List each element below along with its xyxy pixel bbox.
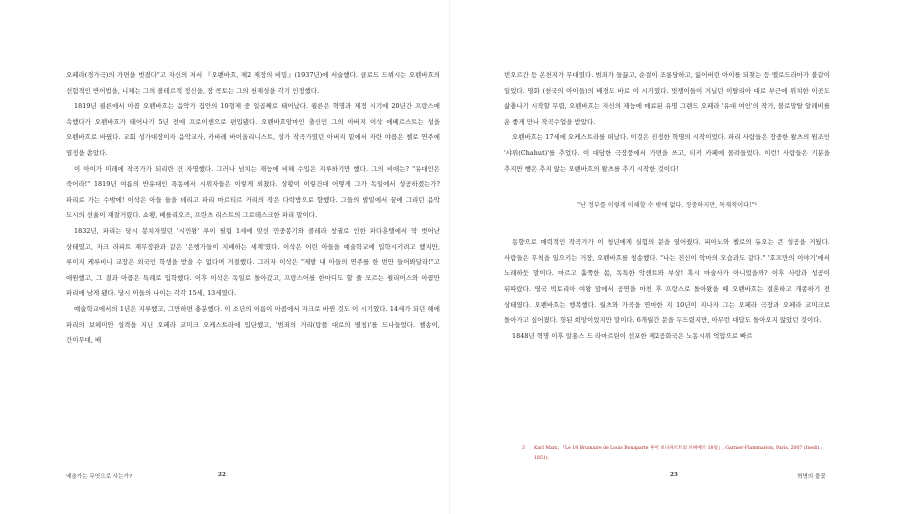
paragraph: 동향으로 매력적인 작곡가가 이 청년에게 실험의 문을 열어줬다. 피아노와 첼로의 듀오는 큰 성공을 거뒀다. 사람들은 무척을 일으키는 거장, 오펜바흐를 칭송했다. "나는 진신이 악마의 모습과도 같다." '호프만의 이야기'에서 노래하듯 말이다. 마르고 훌쭉한 몸, 독특한 악센트와 부상! 혹시 마술사가 아니었을까? 이후 사랑과 성공이 뒤따랐다. 영국 빅토리아 여왕 앞에서 공연을 마친 후 프랑스로 돌아왔을 때 오펜바흐는 결혼하고 개종하기 전 상태였다. 오펜바흐는 행복했다. 월츠와 가곡을 연마한 지 10년이 지나자 그는 오페라 극장과 오페라 코미크로 돌아가고 싶어졌다. 헛된 희망이었지만 말이다. 6개월간 문을 두드렸지만, 아무런 대답도 돌아오지 않았던 것이다. — [504, 238, 830, 325]
footnote-number: 3 — [522, 446, 525, 451]
page-number-left: 22 — [218, 472, 226, 478]
paragraph: 오펜바흐는 17세에 오케스트라를 떠났다. 이것은 진정한 혁명의 시작이었다. 파리 사람들은 장중한 왈츠의 원조인 '샤위(Chahut)'를 추었다. 이 대담한 극장풍에서 가면을 쓰고, 티키 카페에 몰려들었다. 이런! 사람들은 기분을 추지만 뺑은 추지 않는 오펜바흐의 왈츠를 추기 시작한 것이다! — [504, 133, 830, 173]
paragraph: 빈오르간 등 온천지가 무대였다. 범죄가 들끓고, 순결이 조롱당하고, 잃어버린 아이를 되찾는 등 멜로드라마가 불같이 일었다. 영화 (천국의 아이들)의 배경도 바로 이 시기였다. 멋쟁이들이 거닐던 이탈리아 대로 부근에 위치한 이곳도 삶충나기 시작할 무렵, 오펜바흐는 자신의 재능에 매료된 유명 그랜드 오페라 '유대 여인'의 작가, 볼로망탈 알레비를 운 좋게 만나 작곡수업을 받았다. — [504, 71, 830, 126]
paragraph: 이 아이가 미래에 작곡가가 되리란 건 자명했다. 그러나 넘치는 재능에 비해 수입은 지루하기만 했다. 그의 비애는? "유대인은 죽어라!" 1819년 여름의 반유대인 폭동에서 시위자들은 이렇게 외쳤다. 상황이 이렇건대 어떻게 그가 독일에서 성공하겠는가? 파리로 가는 수밖에! 이삭은 아들 둘을 데리고 파리 마르티르 거리의 작은 다락방으로 향했다. 그들의 발밑에서 꿈에 그리던 음악 도시의 선율이 재잘거렸다. 쇼팽, 베를리오즈, 프란츠 리스트의 그로테스크한 파리 말이다. — [66, 164, 440, 220]
running-head-chapter-title: 혁명의 물꽃 — [797, 474, 826, 480]
footnote — [522, 444, 830, 464]
footnote-text: Karl Marx, 『Le 18 Brumaire de Louis Bonaparte 루이 보나파르트의 브뤼메르 18일』, Garnier-Flammarion, Paris, 2007 (Inedit : 1851). — [534, 446, 823, 461]
running-head-book-title: 예술가는 무엇으로 사는가? — [66, 474, 132, 480]
gutter — [449, 0, 450, 514]
paragraph: 예술학교에서의 1년은 지루했고, 그만하면 충분했다. 이 소년의 이름이 아콥에서 자크로 바뀐 것도 이 시기였다. 14세가 되던 해에 파리의 보헤미안 성격을 지닌 오페라 코미크 오케스트라에 입단했고, '범죄의 거리(탕플 대로의 별칭)'를 드나들었다. 첼송이, 간이무대, 배 — [66, 304, 440, 345]
paragraph: 오페라(경가극)의 가면을 벗겼다"고 자신의 저서 『오펜바흐, 제2 제정의 비밀』(1937년)에 서술했다. 클로드 드뷔시는 오펜바흐의 선험적인 반어법을, 니체는 그의 볼테르적 정신을, 장 콕토는 그의 천재성을 각기 인정했다. — [66, 71, 440, 95]
paragraph: 1832년, 파리는 당시 봉치자였던 '시민왕' 루이 필립 1세에 맞선 민중봉기와 콜레라 창궐로 인한 파다훈텔에서 막 벗어난 상태였고, 자크 라피트 재무장관과 같은 '은행가들이 지배하는 세계'였다. 이삭은 어린 아들을 예술학교에 입학시키려고 했지만, 루이지 케루비니 교장은 외국인 학생을 받을 수 없다며 거절했다. 그러자 이삭은 "제발 내 아들의 연주를 한 번만 들어봐달라!"고 애원했고, 그 결과 아콥은 특례로 입학했다. 이후 이삭은 독일로 돌아갔고, 프랑스어를 한마디도 할 줄 모르는 쥘리어스와 아콥만 파리에 남게 됐다. 당시 이들의 나이는 각각 15세, 13세였다. — [66, 226, 440, 298]
page-number-right: 23 — [670, 472, 678, 478]
block-quote: "난 정부를 이렇게 이해할 수 밖에 없다. 정중하지만, 독재적이다!"³ — [577, 202, 757, 210]
paragraph: 1848년 혁명 이후 알퐁스 드 라마르틴이 선포한 제2공화국은 노동시위 억압으로 빠르 — [512, 331, 753, 340]
right-page — [504, 68, 830, 344]
paragraph: 1819년 쾰른에서 아콥 오펜바흐는 음악가 집안의 10형제 중 일곱째로 태어났다. 쾰른은 혁명과 제정 시기에 20년간 프랑스에 속했다가 오펜바흐가 태어나기 5년 전에 프로이센으로 편입됐다. 오펜바흐암마인 출신인 그의 아버지 이삭 에베르스트는 성을 오펜바흐로 바꿨다. 교회 성가대장이자 음악교사, 카바레 바이올리니스트, 성가 작곡가였던 아버지 밑에서 자란 야콥은 첼로 연주에 열정을 쏟았다. — [66, 102, 440, 157]
left-page — [66, 68, 440, 349]
